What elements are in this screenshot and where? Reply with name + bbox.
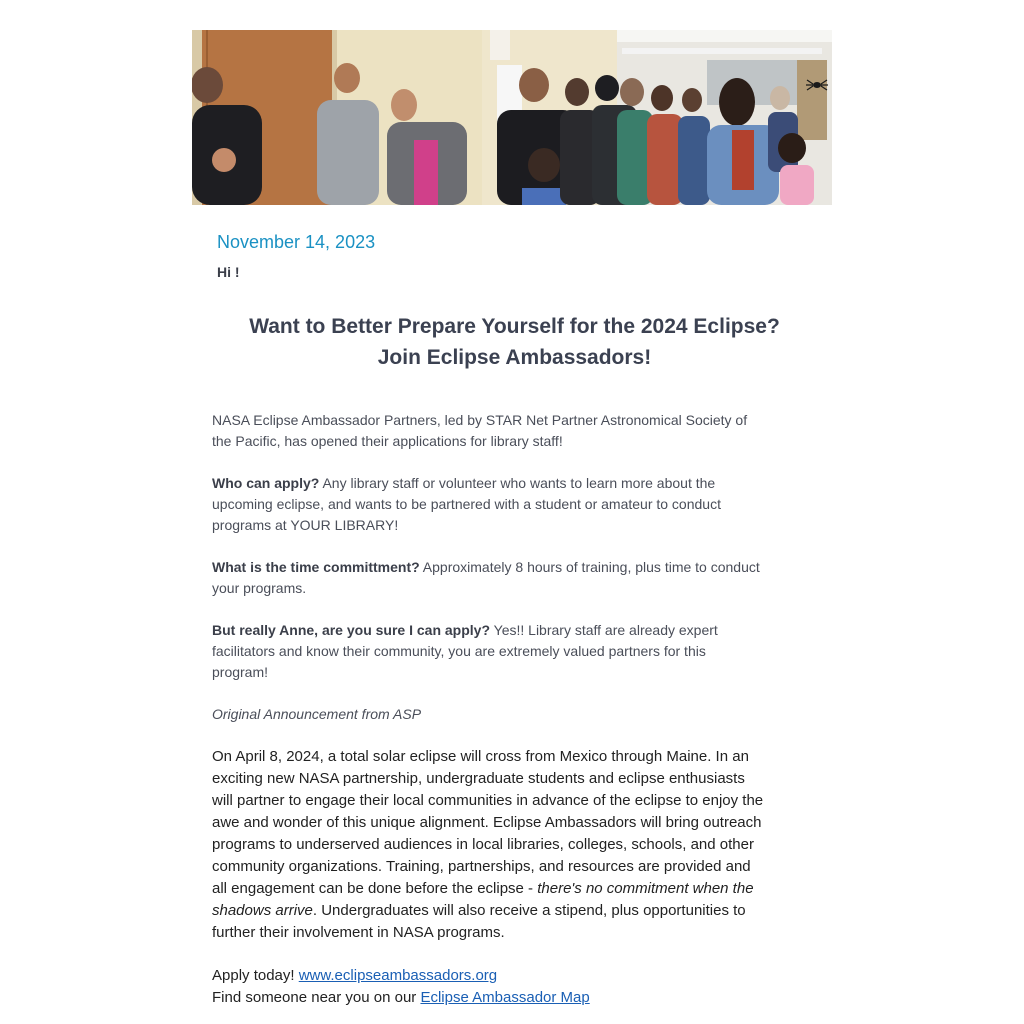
- announcement-section: [212, 746, 764, 1009]
- announcement-text: On April 8, 2024, a total solar eclipse will cross from Mexico through Maine. In an exciting new NASA partnership, undergraduate students and eclipse enthusiasts will partner to engage their local communities in advance of the eclipse to enjoy the awe and wonder of this unique alignment. Eclipse Ambassadors will bring outreach programs to underserved audiences in local libraries, colleges, schools, and other community organizations. Training, partnerships, and resources are provided and all engagement can be done before the eclipse -: [212, 748, 764, 897]
- faq-item: [212, 557, 764, 599]
- announcement-paragraph: [212, 746, 764, 944]
- ambassador-map-link[interactable]: Eclipse Ambassador Map: [420, 989, 590, 1006]
- email-body: [192, 30, 832, 1006]
- faq-item: [212, 620, 764, 683]
- greeting: Hi !: [217, 264, 240, 280]
- eclipse-ambassadors-link[interactable]: www.eclipseambassadors.org: [298, 967, 498, 984]
- faq-answer: Any library staff or volunteer who wants to learn more about the upcoming eclipse, and wants to be partnered with a student or amateur to conduct programs at YOUR LIBRARY!: [212, 475, 721, 533]
- newsletter-date: November 14, 2023: [217, 232, 376, 252]
- faq-question: But really Anne, are you sure I can apply?: [212, 622, 491, 638]
- hero-photo-illustration: [192, 30, 832, 205]
- announcement-label: Original Announcement from ASP: [212, 706, 422, 722]
- intro-paragraph: NASA Eclipse Ambassador Partners, led by STAR Net Partner Astronomical Society of the Pacific, has opened their applications for library staff!: [212, 412, 748, 449]
- apply-line: [212, 965, 764, 987]
- faq-item: [212, 473, 764, 536]
- apply-prefix: Apply today!: [212, 967, 299, 984]
- faq-question: What is the time committment?: [212, 559, 420, 575]
- email-content: [217, 228, 807, 373]
- find-line: [212, 987, 764, 1009]
- announcement-text-end: . Undergraduates will also receive a stipend, plus opportunities to further their involvement in NASA programs.: [212, 902, 746, 941]
- intro-section: [212, 410, 764, 746]
- faq-question: Who can apply?: [212, 475, 320, 491]
- headline-line-2: Join Eclipse Ambassadors!: [377, 346, 652, 369]
- announcement-italic-text: there's no commitment when the shadows arrive: [212, 880, 754, 919]
- faq-answer: Yes!! Library staff are already expert facilitators and know their community, you are extremely valued partners for this program!: [212, 622, 718, 680]
- headline: [217, 311, 807, 373]
- headline-line-1: Want to Better Prepare Yourself for the 2024 Eclipse?: [249, 315, 780, 338]
- hero-image: [192, 30, 832, 205]
- faq-answer: Approximately 8 hours of training, plus time to conduct your programs.: [212, 559, 760, 596]
- find-prefix: Find someone near you on our: [212, 989, 421, 1006]
